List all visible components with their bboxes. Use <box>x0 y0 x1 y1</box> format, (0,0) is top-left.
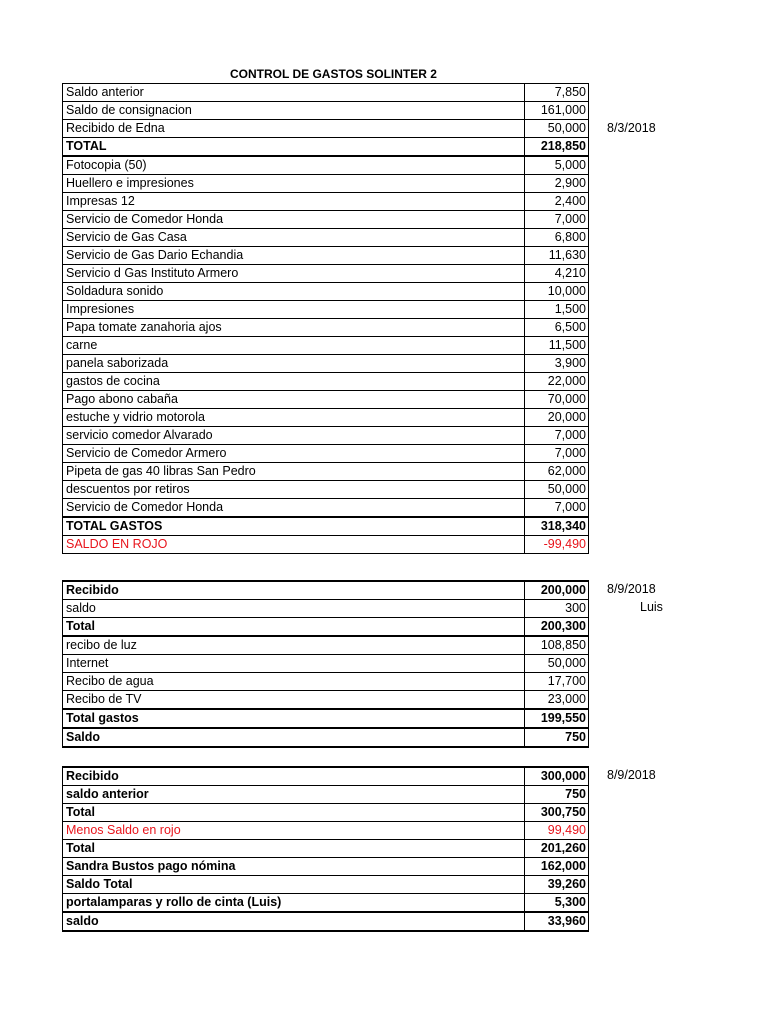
table-row <box>63 373 589 391</box>
total-row <box>63 840 589 858</box>
row-value[interactable]: 17,700 <box>525 673 589 691</box>
table-row <box>63 858 589 876</box>
row-label[interactable]: Pago abono cabaña <box>63 391 525 409</box>
row-label[interactable]: Total <box>63 840 525 858</box>
row-label[interactable]: carne <box>63 337 525 355</box>
row-value[interactable]: 300,750 <box>525 804 589 822</box>
table-row <box>63 175 589 193</box>
row-value[interactable]: 33,960 <box>525 912 589 931</box>
table-row <box>63 265 589 283</box>
table-row <box>63 102 589 120</box>
row-label[interactable]: Servicio d Gas Instituto Armero <box>63 265 525 283</box>
row-label[interactable]: TOTAL <box>63 138 525 157</box>
table-row <box>63 355 589 373</box>
row-value[interactable]: 20,000 <box>525 409 589 427</box>
row-label[interactable]: Total gastos <box>63 709 525 728</box>
table-row <box>63 600 589 618</box>
table-row <box>63 120 589 138</box>
row-label[interactable]: gastos de cocina <box>63 373 525 391</box>
table-row <box>63 445 589 463</box>
row-value[interactable]: 750 <box>525 728 589 747</box>
expense-table-1 <box>62 83 589 554</box>
table-row <box>63 767 589 786</box>
saldo-row <box>63 728 589 747</box>
row-value[interactable]: 50,000 <box>525 120 589 138</box>
sheet-title: CONTROL DE GASTOS SOLINTER 2 <box>230 67 437 81</box>
row-label[interactable]: Recibido <box>63 767 525 786</box>
row-label[interactable]: Huellero e impresiones <box>63 175 525 193</box>
row-value[interactable]: 3,900 <box>525 355 589 373</box>
section3-date: 8/9/2018 <box>607 768 656 782</box>
row-value[interactable]: 300 <box>525 600 589 618</box>
table-row <box>63 894 589 913</box>
row-value[interactable]: 108,850 <box>525 636 589 655</box>
total-row <box>63 804 589 822</box>
row-value[interactable]: 161,000 <box>525 102 589 120</box>
table-row <box>63 337 589 355</box>
row-value[interactable]: 201,260 <box>525 840 589 858</box>
row-label[interactable]: Recibido <box>63 581 525 600</box>
saldo-total-row <box>63 876 589 894</box>
row-label[interactable]: Impresas 12 <box>63 193 525 211</box>
row-value[interactable]: 200,000 <box>525 581 589 600</box>
table-row <box>63 691 589 710</box>
table-row <box>63 247 589 265</box>
row-label[interactable]: Total <box>63 618 525 637</box>
row-label[interactable]: descuentos por retiros <box>63 481 525 499</box>
row-value[interactable]: 5,000 <box>525 156 589 175</box>
row-value[interactable]: 2,900 <box>525 175 589 193</box>
row-value[interactable]: 300,000 <box>525 767 589 786</box>
saldo-row <box>63 912 589 931</box>
row-label[interactable]: portalamparas y rollo de cinta (Luis) <box>63 894 525 913</box>
row-label[interactable]: Saldo anterior <box>63 84 525 102</box>
table-row <box>63 463 589 481</box>
row-value[interactable]: 7,850 <box>525 84 589 102</box>
row-label[interactable]: saldo <box>63 600 525 618</box>
row-label[interactable]: Recibo de TV <box>63 691 525 710</box>
row-value[interactable]: 200,300 <box>525 618 589 637</box>
row-label[interactable]: Internet <box>63 655 525 673</box>
table-row <box>63 156 589 175</box>
row-value[interactable]: 99,490 <box>525 822 589 840</box>
row-value[interactable]: -99,490 <box>525 536 589 554</box>
row-value[interactable]: 22,000 <box>525 373 589 391</box>
row-label[interactable]: panela saborizada <box>63 355 525 373</box>
row-value[interactable]: 218,850 <box>525 138 589 157</box>
row-value[interactable]: 318,340 <box>525 517 589 536</box>
row-value[interactable]: 62,000 <box>525 463 589 481</box>
row-label[interactable]: saldo anterior <box>63 786 525 804</box>
table-row <box>63 499 589 518</box>
expense-table-3 <box>62 766 589 932</box>
row-value[interactable]: 11,630 <box>525 247 589 265</box>
row-value[interactable]: 50,000 <box>525 481 589 499</box>
row-value[interactable]: 2,400 <box>525 193 589 211</box>
row-label[interactable]: Soldadura sonido <box>63 283 525 301</box>
row-label[interactable]: Papa tomate zanahoria ajos <box>63 319 525 337</box>
row-label[interactable]: Servicio de Comedor Honda <box>63 211 525 229</box>
row-value[interactable]: 1,500 <box>525 301 589 319</box>
row-label[interactable]: estuche y vidrio motorola <box>63 409 525 427</box>
table-row <box>63 319 589 337</box>
row-value[interactable]: 199,550 <box>525 709 589 728</box>
row-label[interactable]: Recibido de Edna <box>63 120 525 138</box>
table-row <box>63 581 589 600</box>
table-row <box>63 193 589 211</box>
saldo-en-rojo-row <box>63 822 589 840</box>
section2-name: Luis <box>640 600 663 614</box>
total-row <box>63 138 589 157</box>
row-label[interactable]: Servicio de Gas Dario Echandia <box>63 247 525 265</box>
row-value[interactable]: 11,500 <box>525 337 589 355</box>
total-gastos-row <box>63 709 589 728</box>
section2-date: 8/9/2018 <box>607 582 656 596</box>
table-row <box>63 636 589 655</box>
row-label[interactable]: Saldo Total <box>63 876 525 894</box>
table-row <box>63 283 589 301</box>
table-row <box>63 211 589 229</box>
row-value[interactable]: 5,300 <box>525 894 589 913</box>
row-value[interactable]: 7,000 <box>525 445 589 463</box>
table-row <box>63 391 589 409</box>
table-row <box>63 409 589 427</box>
row-label[interactable]: Servicio de Comedor Honda <box>63 499 525 518</box>
row-label[interactable]: Menos Saldo en rojo <box>63 822 525 840</box>
row-label[interactable]: Fotocopia (50) <box>63 156 525 175</box>
table-row <box>63 229 589 247</box>
row-label[interactable]: Sandra Bustos pago nómina <box>63 858 525 876</box>
section1-date: 8/3/2018 <box>607 121 656 135</box>
row-value[interactable]: 23,000 <box>525 691 589 710</box>
total-row <box>63 618 589 637</box>
row-value[interactable]: 7,000 <box>525 427 589 445</box>
expense-table-2 <box>62 580 589 748</box>
row-label[interactable]: Recibo de agua <box>63 673 525 691</box>
row-value[interactable]: 4,210 <box>525 265 589 283</box>
table-row <box>63 673 589 691</box>
row-value[interactable]: 6,500 <box>525 319 589 337</box>
table-row <box>63 301 589 319</box>
row-label[interactable]: Total <box>63 804 525 822</box>
row-value[interactable]: 10,000 <box>525 283 589 301</box>
row-label[interactable]: recibo de luz <box>63 636 525 655</box>
row-label[interactable]: servicio comedor Alvarado <box>63 427 525 445</box>
total-gastos-row <box>63 517 589 536</box>
row-label[interactable]: TOTAL GASTOS <box>63 517 525 536</box>
row-value[interactable]: 750 <box>525 786 589 804</box>
row-value[interactable]: 7,000 <box>525 211 589 229</box>
table-row <box>63 481 589 499</box>
row-label[interactable]: Saldo de consignacion <box>63 102 525 120</box>
row-label[interactable]: Servicio de Comedor Armero <box>63 445 525 463</box>
table-row <box>63 786 589 804</box>
row-value[interactable]: 50,000 <box>525 655 589 673</box>
table-row <box>63 427 589 445</box>
row-value[interactable]: 6,800 <box>525 229 589 247</box>
table-row <box>63 655 589 673</box>
row-label[interactable]: Servicio de Gas Casa <box>63 229 525 247</box>
row-value[interactable]: 39,260 <box>525 876 589 894</box>
row-label[interactable]: Pipeta de gas 40 libras San Pedro <box>63 463 525 481</box>
row-label[interactable]: Impresiones <box>63 301 525 319</box>
row-value[interactable]: 162,000 <box>525 858 589 876</box>
row-label[interactable]: SALDO EN ROJO <box>63 536 525 554</box>
table-row <box>63 84 589 102</box>
row-label[interactable]: Saldo <box>63 728 525 747</box>
row-value[interactable]: 7,000 <box>525 499 589 518</box>
saldo-en-rojo-row <box>63 536 589 554</box>
row-label[interactable]: saldo <box>63 912 525 931</box>
row-value[interactable]: 70,000 <box>525 391 589 409</box>
